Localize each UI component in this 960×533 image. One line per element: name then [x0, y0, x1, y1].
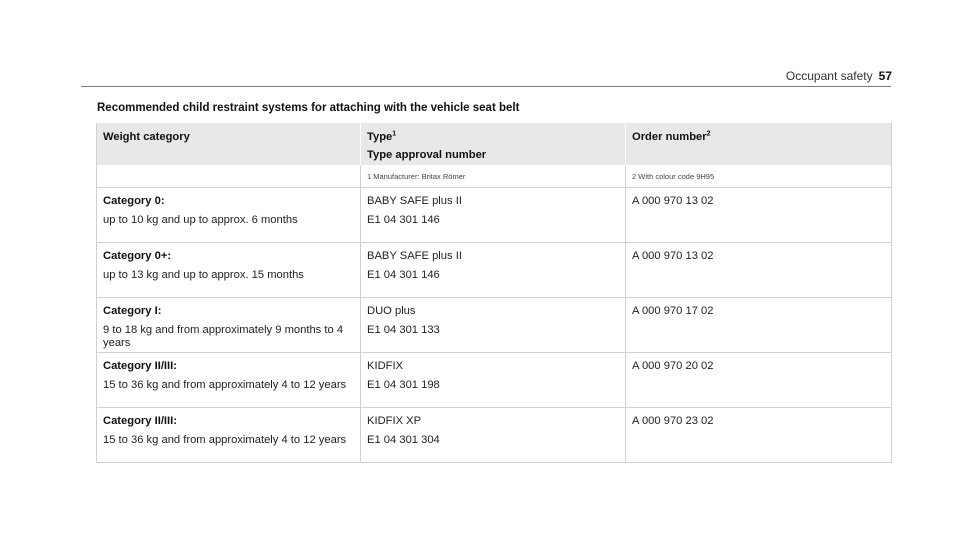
section-title: Occupant safety: [785, 69, 873, 83]
order-number: A 000 970 23 02: [632, 415, 714, 427]
page-title: Recommended child restraint systems for attaching with the vehicle seat belt: [97, 102, 520, 114]
weight-cell: [97, 188, 361, 243]
type-cell: [361, 188, 626, 243]
header-divider: [81, 86, 891, 87]
category-label: Category 0:: [103, 195, 165, 207]
header-order-number: Order number$^2$: [626, 123, 892, 165]
weight-description: 15 to 36 kg and from approximately 4 to 12 years: [103, 379, 347, 391]
footnote-colour-code: 2 With colour code 9H95: [626, 165, 892, 188]
weight-description: 9 to 18 kg and from approximately 9 months to 4 years: [103, 324, 344, 349]
table-row: [97, 408, 892, 463]
header-type-approval: Type approval number: [367, 149, 487, 161]
table-header-row: [97, 123, 892, 165]
approval-number: E1 04 301 198: [367, 379, 440, 391]
type-cell: [361, 408, 626, 463]
type-footnote-marker: 1: [392, 130, 397, 138]
type-cell: [361, 298, 626, 353]
child-restraint-table: [96, 123, 892, 463]
product-name: BABY SAFE plus II: [367, 250, 462, 262]
header-type: Type$^1$ Type approval number: [361, 123, 626, 165]
product-name: DUO plus: [367, 305, 416, 317]
footnote-row: [97, 165, 892, 188]
approval-number: E1 04 301 304: [367, 434, 440, 446]
table-row: [97, 298, 892, 353]
order-cell: [626, 353, 892, 408]
table-row: [97, 243, 892, 298]
category-label: Category II/III:: [103, 415, 177, 427]
header-weight-category: Weight category: [97, 123, 361, 165]
weight-cell: [97, 298, 361, 353]
table-row: [97, 353, 892, 408]
footnote-manufacturer: 1 Manufacturer: Britax Römer: [361, 165, 626, 188]
order-number: A 000 970 17 02: [632, 305, 714, 317]
order-number: A 000 970 13 02: [632, 250, 714, 262]
order-cell: [626, 188, 892, 243]
order-cell: [626, 298, 892, 353]
category-label: Category I:: [103, 305, 162, 317]
approval-number: E1 04 301 146: [367, 269, 440, 281]
weight-description: up to 10 kg and up to approx. 6 months: [103, 214, 298, 226]
category-label: Category II/III:: [103, 360, 177, 372]
approval-number: E1 04 301 146: [367, 214, 440, 226]
footnote-weight: [97, 165, 361, 188]
order-cell: [626, 408, 892, 463]
table-row: [97, 188, 892, 243]
order-number: A 000 970 13 02: [632, 195, 714, 207]
product-name: BABY SAFE plus II: [367, 195, 462, 207]
type-cell: [361, 353, 626, 408]
product-name: KIDFIX: [367, 360, 404, 372]
page-header: [786, 69, 892, 83]
weight-cell: [97, 353, 361, 408]
weight-cell: [97, 243, 361, 298]
page-number: 57: [878, 69, 892, 83]
weight-description: up to 13 kg and up to approx. 15 months: [103, 269, 304, 281]
order-cell: [626, 243, 892, 298]
type-cell: [361, 243, 626, 298]
order-footnote-marker: 2: [706, 130, 711, 138]
product-name: KIDFIX XP: [367, 415, 422, 427]
order-number: A 000 970 20 02: [632, 360, 714, 372]
category-label: Category 0+:: [103, 250, 172, 262]
weight-cell: [97, 408, 361, 463]
weight-description: 15 to 36 kg and from approximately 4 to 12 years: [103, 434, 347, 446]
approval-number: E1 04 301 133: [367, 324, 440, 336]
